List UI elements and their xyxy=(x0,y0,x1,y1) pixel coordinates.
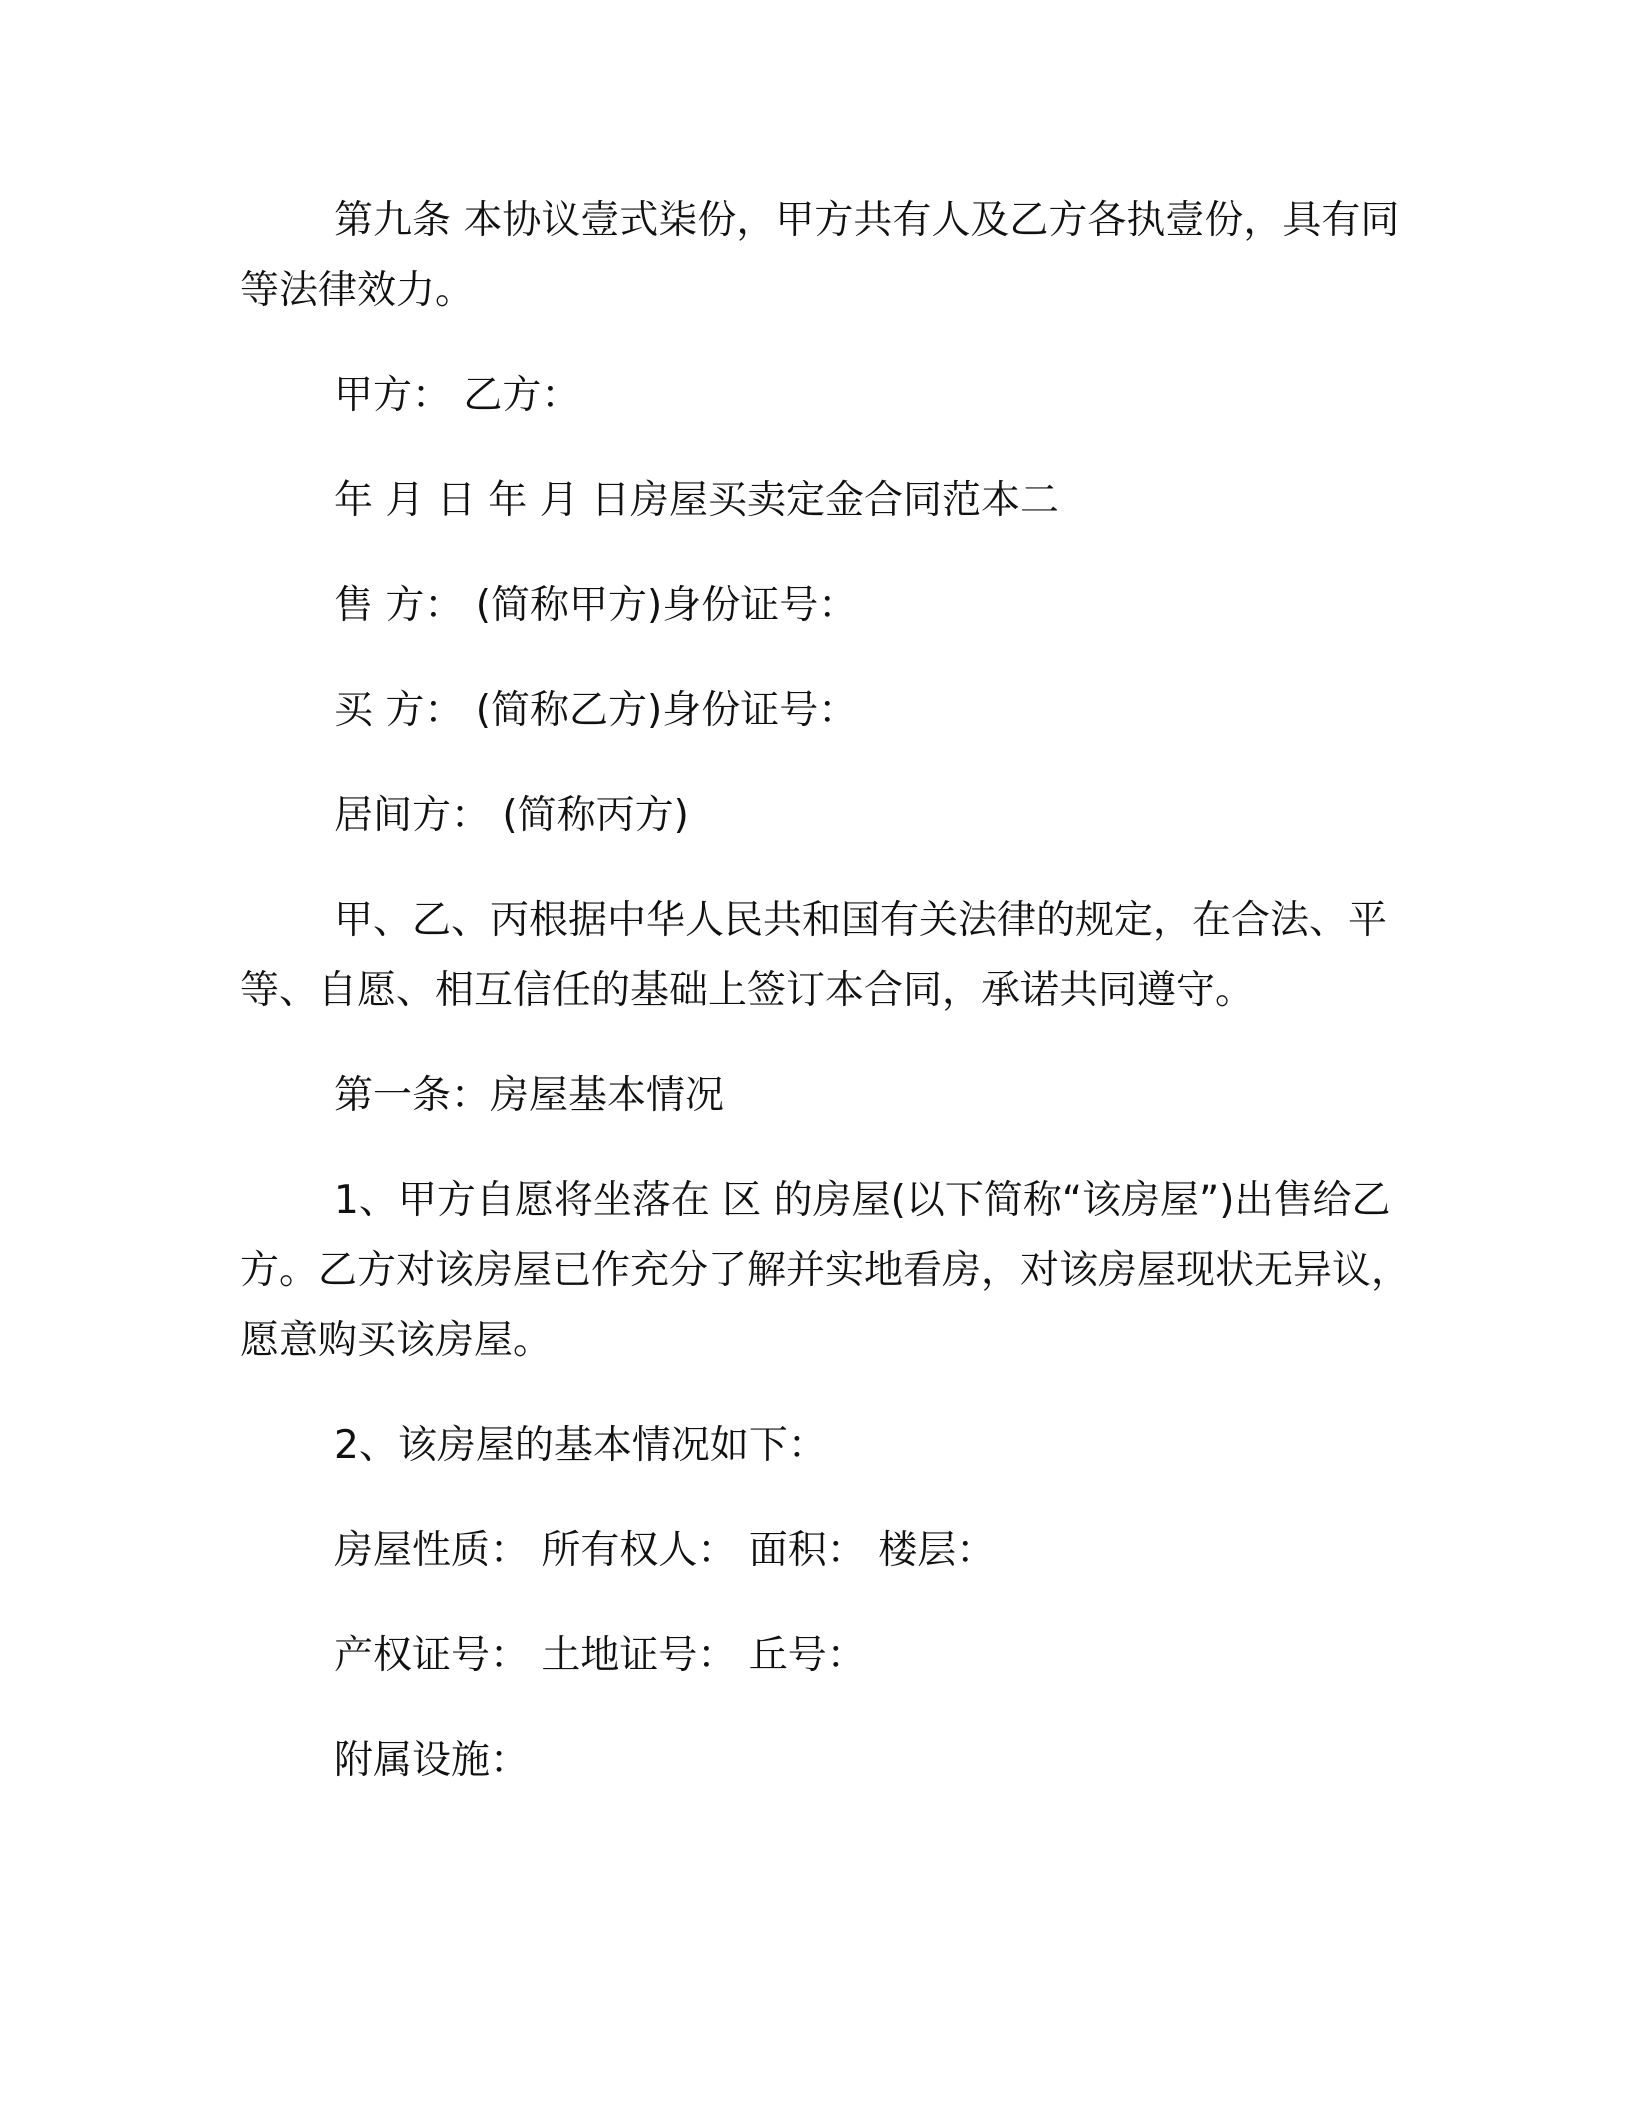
party-signature-line: 甲方： 乙方： xyxy=(334,373,581,418)
seller-line: 售 方： (简称甲方)身份证号： xyxy=(334,583,858,628)
date-and-title-line: 年 月 日 年 月 日房屋买卖定金合同范本二 xyxy=(334,478,1059,523)
article-one-heading: 第一条：房屋基本情况 xyxy=(334,1073,725,1118)
property-nature-line: 房屋性质： 所有权人： 面积： 楼层： xyxy=(334,1528,996,1573)
clause-two-paragraph: 2、该房屋的基本情况如下： xyxy=(334,1423,827,1468)
ancillary-facilities-line: 附属设施： xyxy=(334,1738,530,1783)
intermediary-line: 居间方： (简称丙方) xyxy=(334,793,689,838)
clause-one-paragraph: 1、甲方自愿将坐落在 区 的房屋(以下简称“该房屋”)出售给乙方。乙方对该房屋已作充分了解并实地看房，对该房屋现状无异议，愿意购买该房屋。 xyxy=(240,1178,1411,1363)
buyer-line: 买 方： (简称乙方)身份证号： xyxy=(334,688,858,733)
preamble-paragraph: 甲、乙、丙根据中华人民共和国有关法律的规定，在合法、平等、自愿、相互信任的基础上签订本合同，承诺共同遵守。 xyxy=(240,898,1388,1013)
document-body xyxy=(240,186,1420,1831)
article-nine-paragraph: 第九条 本协议壹式柒份，甲方共有人及乙方各执壹份，具有同等法律效力。 xyxy=(240,198,1400,313)
certificate-number-line: 产权证号： 土地证号： 丘号： xyxy=(334,1633,866,1678)
